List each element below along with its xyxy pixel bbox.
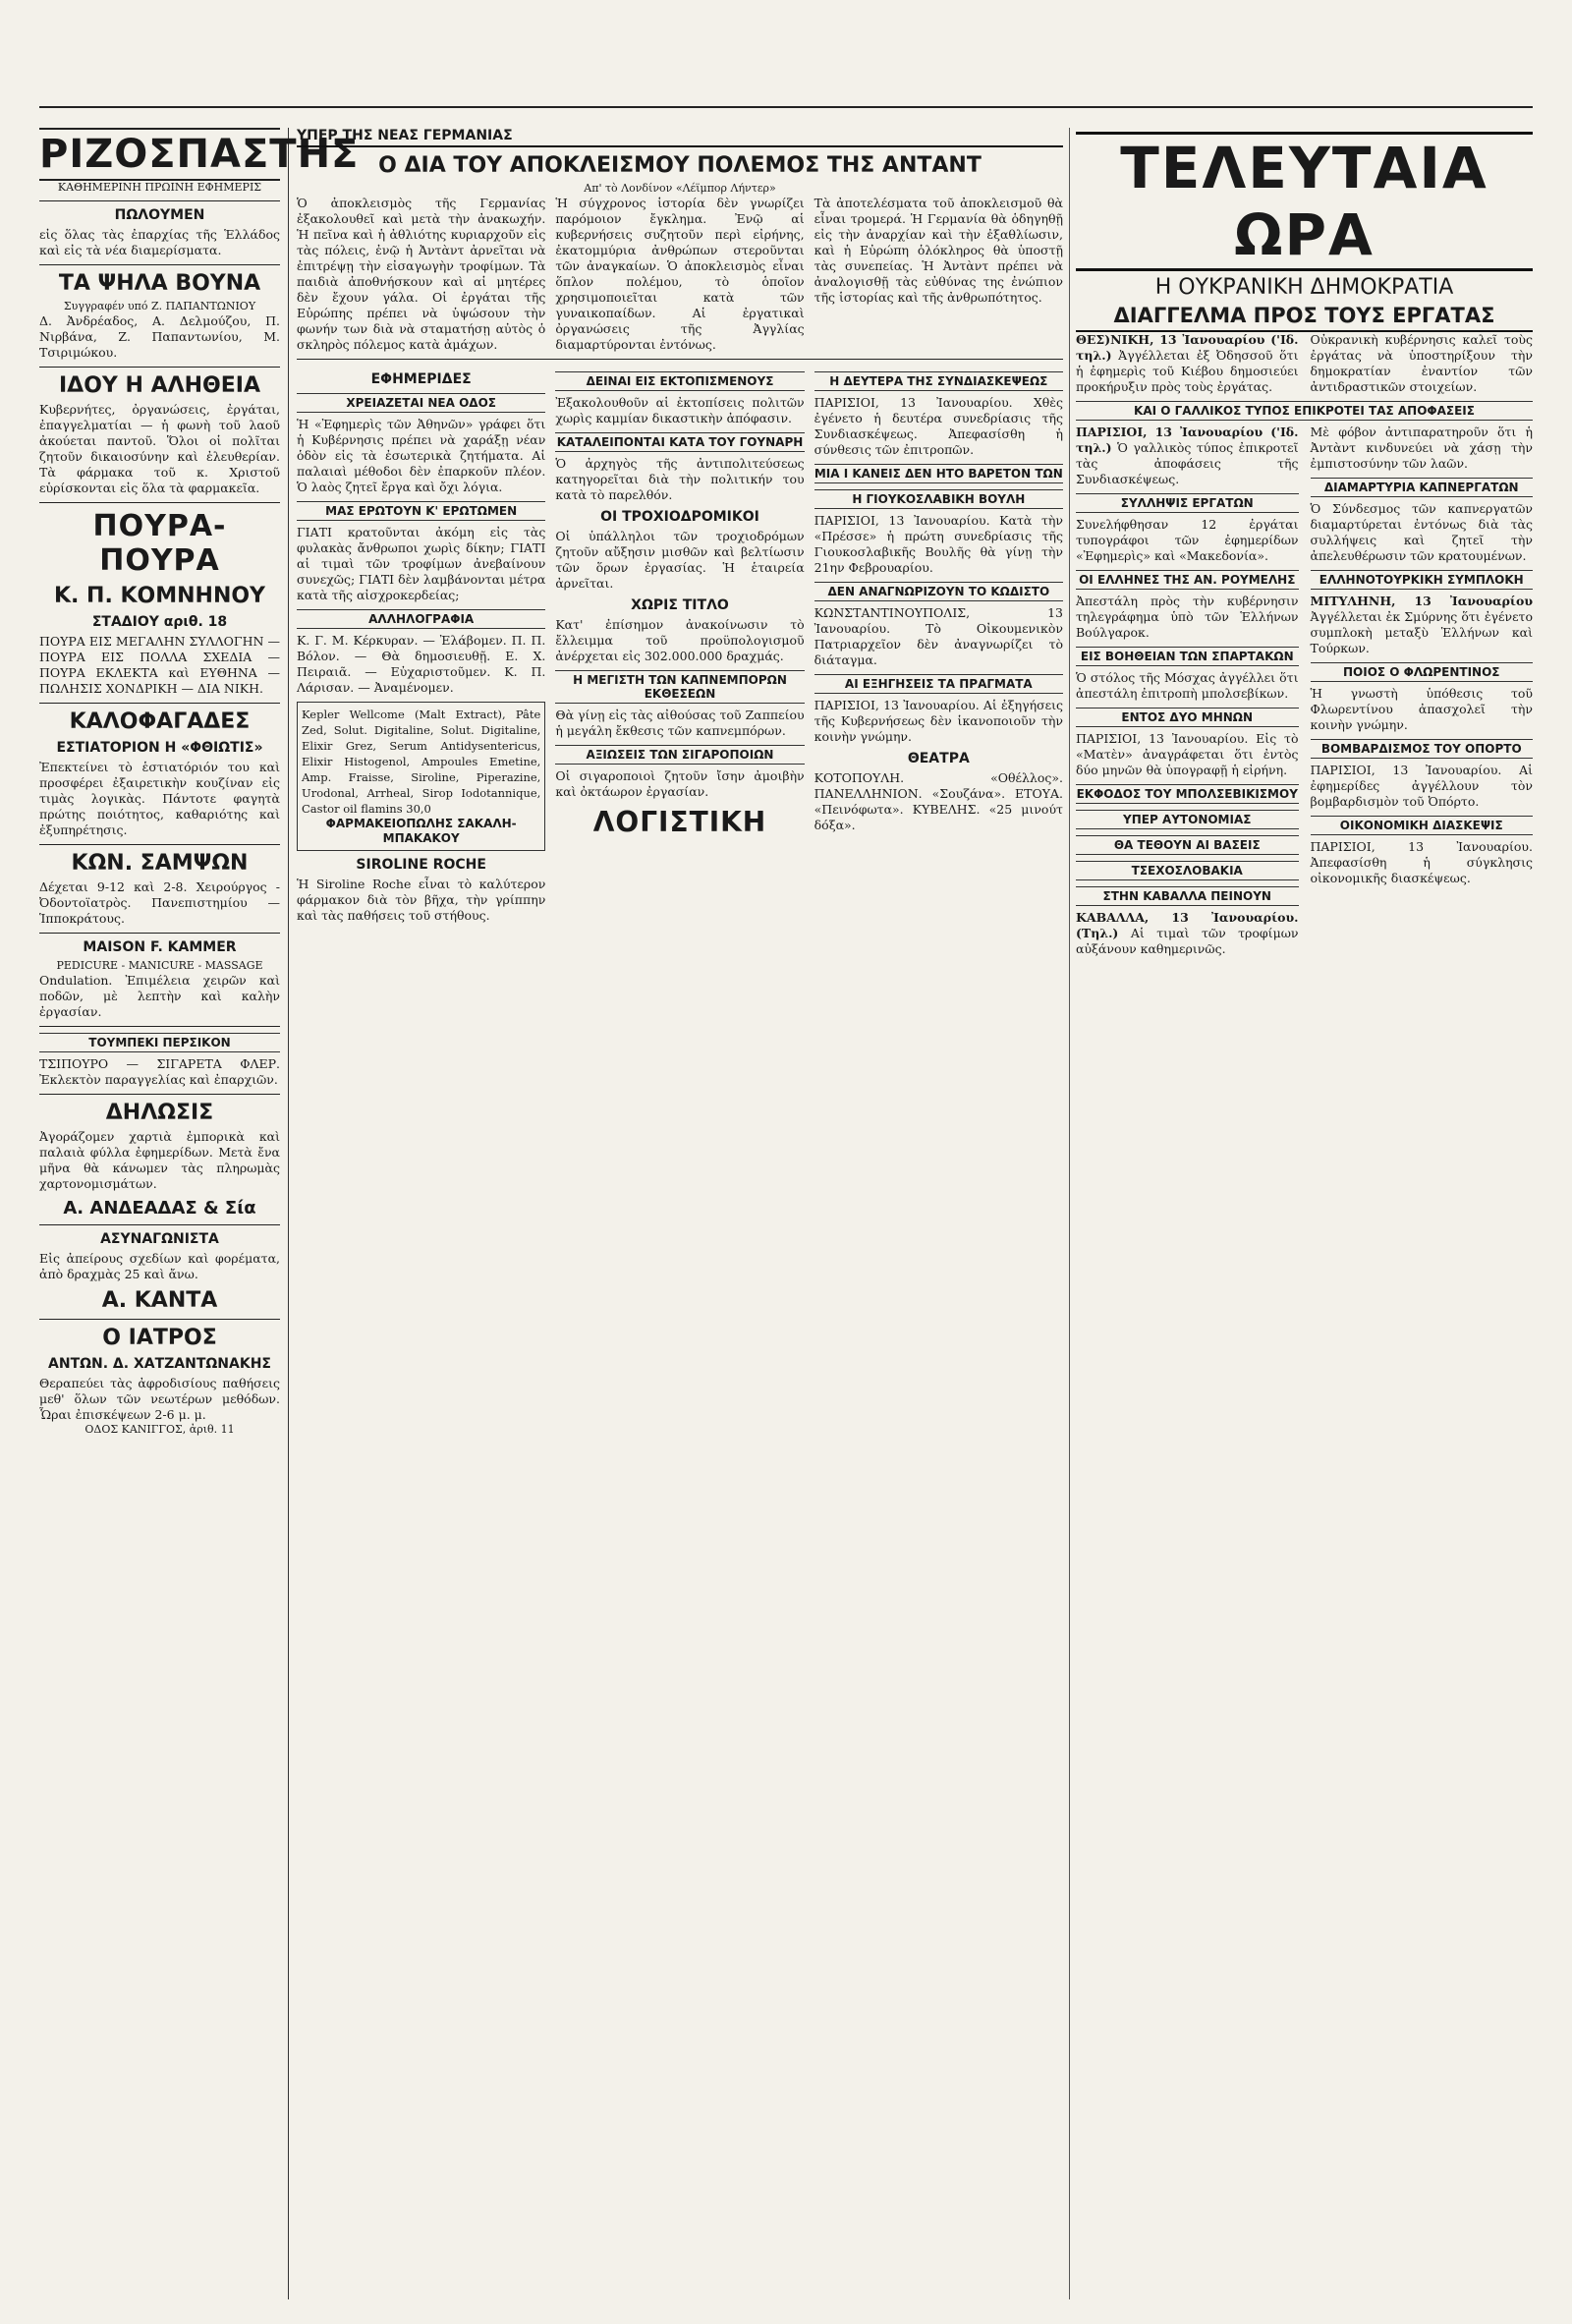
asynagonista-text: Εἰς ἀπείρους σχεδίων καὶ φορέματα, ἀπὸ δραχμὰς 25 καὶ ἄνω. — [39, 1251, 280, 1281]
lower-columns — [297, 366, 1063, 924]
iatros-name: ΑΝΤΩΝ. Δ. ΧΑΤΖΑΝΤΩΝΑΚΗΣ — [48, 1356, 271, 1372]
estiatorion-text: Ἐπεκτείνει τὸ ἑστιατόριόν του καὶ προσφέρει ἐξαιρετικὴν κουζίναν εἰς τιμὰς λογικὰς. Πάντοτε φαγητὰ πρώτης ποιότητος, καθαριότης καὶ ἐξυπηρέτησις. — [39, 760, 280, 837]
kammer-heading: MAISON F. KAMMER — [83, 939, 237, 955]
parisioi-text: ΠΑΡΙΣΙΟΙ, 13 Ἰανουαρίου ('Ιδ. τηλ.) Ὁ γαλλικὸς τύπος ἐπικροτεῖ τὰς ἀποφάσεις τῆς Συνδιασκέψεως. — [1076, 425, 1299, 486]
ellinotourkiki-text: ΜΙΤΥΛΗΝΗ, 13 Ἰανουαρίου Ἀγγέλλεται ἐκ Σμύρνης ὅτι ἐγένετο συμπλοκὴ μεταξὺ Ἑλλήνων καὶ Τούρκων. — [1310, 594, 1533, 655]
voitheia-heading: ΕΙΣ ΒΟΗΘΕΙΑΝ ΤΩΝ ΣΠΑΡΤΑΚΩΝ — [1076, 647, 1299, 666]
entos-heading: ΕΝΤΟΣ ΔΥΟ ΜΗΝΩΝ — [1076, 708, 1299, 727]
nea-odos-heading: ΧΡΕΙΑΖΕΤΑΙ ΝΕΑ ΟΔΟΣ — [297, 393, 545, 413]
trochiodromikoi-heading: ΟΙ ΤΡΟΧΙΟΔΡΟΜΙΚΟΙ — [600, 509, 759, 525]
author-line: Συγγραφέν υπό Ζ. ΠΑΠΑΝΤΩΝΙΟΥ — [63, 300, 256, 312]
divider — [39, 1224, 280, 1225]
deftera-heading: Η ΔΕΥΤΕΡΑ ΤΗΣ ΣΥΝΔΙΑΣΚΕΨΕΩΣ — [814, 371, 1063, 391]
dilosis-heading: ΔΗΛΩΣΙΣ — [105, 1101, 214, 1125]
trochiodromikoi-text: Οἱ ὑπάλληλοι τῶν τροχιοδρόμων ζητοῦν αὔξησιν μισθῶν καὶ βελτίωσιν τῶν ὅρων ἐργασίας. Ἡ ἑταιρεία ἀρνεῖται. — [555, 529, 805, 591]
divider — [39, 1319, 280, 1320]
ellines-heading: ΟΙ ΕΛΛΗΝΕΣ ΤΗΣ ΑΝ. ΡΟΥΜΕΛΗΣ — [1076, 570, 1299, 590]
divider — [39, 367, 280, 368]
kavala-text: ΚΑΒΑΛΛΑ, 13 Ἰανουαρίου. (Τηλ.) Αἱ τιμαὶ τῶν τροφίμων αὐξάνουν καθημερινῶς. — [1076, 910, 1299, 956]
ellines-text: Ἀπεστάλη πρὸς τὴν κυβέρνησιν τηλεγράφημα ὑπὸ τῶν Ἑλλήνων Βούλγαροκ. — [1076, 594, 1299, 640]
gioukoslaviki-text: ΠΑΡΙΣΙΟΙ, 13 Ἰανουαρίου. Κατὰ τὴν «Πρέσσε» ἡ πρώτη συνεδρίασις τῆς Γιουκοσλαβικῆς Βουλῆς θὰ γίνῃ τὴν 21ην Φεβρουαρίου. — [814, 513, 1063, 575]
divider — [297, 359, 1063, 360]
theatra-heading: ΘΕΑΤΡΑ — [907, 751, 970, 766]
poloumen-heading: ΠΩΛΟΥΜΕΝ — [114, 207, 205, 223]
article-text: Τὰ ἀποτελέσματα τοῦ ἀποκλεισμοῦ θὰ εἶναι τρομερά. Ἡ Γερμανία θὰ ὁδηγηθῇ εἰς τὴν ἀναρχίαν καὶ τὴν ἐξαθλίωσιν, καὶ ἡ Εὐρώπη ὁλόκληρος θὰ ὑποστῇ τὰς συνεπείας. Ἡ Ἀντὰντ πρέπει νὰ ἀναλογισθῇ τὰς εὐθύνας της ἐνώπιον τῆς ἱστορίας καὶ τῆς ἀνθρωπότητος. — [814, 196, 1063, 305]
kalofagades-heading: ΚΑΛΟΦΑΓΑΔΕΣ — [69, 709, 251, 734]
misc-text: Μὲ φόβον ἀντιπαρατηροῦν ὅτι ἡ Ἀντὰντ κινδυνεύει νὰ χάσῃ τὴν ἐμπιστοσύνην τῶν λαῶν. — [1310, 425, 1533, 471]
gounari-heading: ΚΑΤΑΛΕΙΠΟΝΤΑΙ ΚΑΤΑ ΤΟΥ ΓΟΥΝΑΡΗ — [555, 432, 804, 452]
siroline-text: Ἡ Siroline Roche εἶναι τὸ καλύτερον φάρμακον διὰ τὸν βῆχα, τὴν γρίππην καὶ τὰς παθήσεις τοῦ στήθους. — [297, 877, 546, 923]
parisioi-dateline: ΠΑΡΙΣΙΟΙ, 13 Ἰανουαρίου ('Ιδ. τηλ.) — [1076, 425, 1299, 455]
kodisto-heading: ΔΕΝ ΑΝΑΓΝΩΡΙΖΟΥΝ ΤΟ ΚΩΔΙΣΤΟ — [814, 582, 1063, 601]
megisti-text: Θὰ γίνῃ εἰς τὰς αἰθούσας τοῦ Ζαππείου ἡ μεγάλη ἔκθεσις τῶν καπνεμπόρων. — [555, 708, 805, 738]
tsechoslovakia-heading: ΤΣΕΧΟΣΛΟΒΑΚΙΑ — [1076, 861, 1299, 880]
tsibekon-text: ΤΣΙΠΟΥΡΟ — ΣΙΓΑΡΕΤΑ ΦΛΕΡ. Ἐκλεκτὸν παραγγελίας καὶ ἐπαρχιῶν. — [39, 1056, 280, 1087]
byline: Απ' τὸ Λονδίνον «Λέϊμπορ Λήντερ» — [584, 182, 776, 195]
iatros-text: Θεραπεύει τὰς ἀφροδισίους παθήσεις μεθ' ὅλων τῶν νεωτέρων μεθόδων. Ὧραι ἐπισκέψεων 2-6 μ. μ. — [39, 1376, 280, 1422]
samson-heading: ΚΩΝ. ΣΑΜΨΩΝ — [71, 851, 249, 876]
syllipsis-heading: ΣΥΛΛΗΨΙΣ ΕΡΓΑΤΩΝ — [1076, 493, 1299, 513]
dilosis-text: Ἀγοράζομεν χαρτιὰ ἐμπορικὰ καὶ παλαιὰ φύλλα ἐφημερίδων. Μετὰ ἔνα μῆνα θὰ κάνωμεν τὰς πληρωμὰς χαρτονομισμάτων. — [39, 1129, 280, 1191]
deinoi-heading: ΔΕΙΝΑΙ ΕΙΣ ΕΚΤΟΠΙΣΜΕΝΟΥΣ — [555, 371, 804, 391]
column-rule — [1069, 128, 1070, 2299]
article-columns — [297, 196, 1063, 353]
kodisto-text: ΚΩΝΣΤΑΝΤΙΝΟΥΠΟΛΙΣ, 13 Ἰανουαρίου. Τὸ Οἰκουμενικὸν Πατριαρχεῖον δὲν ἀναγνωρίζει τὸ διάταγμα. — [814, 605, 1063, 667]
entos-text: ΠΑΡΙΣΙΟΙ, 13 Ἰανουαρίου. Εἰς τὸ «Ματὲν» ἀναγράφεται ὅτι ἐντὸς δύο μηνῶν θὰ ὑπογραφῇ ἡ εἰρήνη. — [1076, 731, 1299, 777]
ellinotourkiki-heading: ΕΛΛΗΝΟΤΟΥΡΚΙΚΗ ΣΥΜΠΛΟΚΗ — [1311, 570, 1534, 590]
andeadas-heading: Α. ΑΝΔΕΑΔΑΣ & Σία — [63, 1198, 256, 1219]
newspaper-page — [39, 108, 1533, 2299]
poios-heading: ΠΟΙΟΣ Ο ΦΛΩΡΕΝΤΙΝΟΣ — [1311, 662, 1534, 682]
asynagonista-heading: ΑΣΥΝΑΓΩΝΙΣΤΑ — [100, 1231, 219, 1247]
sigaropolon-heading: ΑΞΙΩΣΕΙΣ ΤΩΝ ΣΙΓΑΡΟΠΟΙΩΝ — [555, 745, 804, 765]
poura-text: ΠΟΥΡΑ ΕΙΣ ΜΕΓΑΛΗΝ ΣΥΛΛΟΓΗΝ — ΠΟΥΡΑ ΕΙΣ ΠΟΛΛΑ ΣΧΕΔΙΑ — ΠΟΥΡΑ ΕΚΛΕΚΤΑ καὶ ΕΥΘΗΝΑ — ΠΩΛΗΣΙΣ ΧΟΝΔΡΙΚΗ — ΔΙΑ ΝΙΚΗ. — [39, 634, 280, 696]
book-text: Δ. Ἀνδρέαδος, Α. Δελμούζου, Π. Νιρβάνα, Ζ. Παπαντωνίου, Μ. Τσιριμώκου. — [39, 313, 280, 360]
mas-erotoun-heading: ΜΑΣ ΕΡΩΤΟΥΝ Κ' ΕΡΩΤΩΜΕΝ — [297, 501, 545, 521]
divider — [39, 1026, 280, 1027]
right-two-col — [1076, 425, 1533, 957]
aletheia-heading: ΙΔΟΥ Η ΑΛΗΘΕΙΑ — [59, 373, 260, 398]
theteoun-heading: ΘΑ ΤΕΘΟΥΝ ΑΙ ΒΑΣΕΙΣ — [1076, 835, 1299, 855]
efimerides-heading: ΕΦΗΜΕΡΙΔΕΣ — [370, 371, 472, 387]
vomvardismos-text: ΠΑΡΙΣΙΟΙ, 13 Ἰανουαρίου. Αἱ ἐφημερίδες ἀγγέλλουν τὸν βομβαρδισμὸν τοῦ Ὀπόρτο. — [1310, 763, 1533, 809]
deinoi-text: Ἐξακολουθοῦν αἱ ἐκτοπίσεις πολιτῶν χωρὶς καμμίαν δικαστικὴν ἀπόφασιν. — [555, 395, 805, 425]
poura-heading: ΠΟΥΡΑ-ΠΟΥΡΑ — [92, 509, 227, 578]
voitheia-text: Ὁ στόλος τῆς Μόσχας ἀγγέλλει ὅτι ἀπεστάλη ἐπιτροπὴ μπολσεβίκων. — [1076, 670, 1299, 701]
section-title: ΥΠΕΡ ΤΗΣ ΝΕΑΣ ΓΕΡΜΑΝΙΑΣ — [297, 128, 1063, 147]
theatra-list: ΚΟΤΟΠΟΥΛΗ. «Οθέλλος». ΠΑΝΕΛΛΗΝΙΟΝ. «Σουζάνα». ΕΤΟΥΑ. «Πεινόφωτα». ΚΥΒΕΛΗΣ. «25 μινούτ δόξα». — [814, 770, 1063, 832]
gallikos-heading: ΚΑΙ Ο ΓΑΛΛΙΚΟΣ ΤΥΠΟΣ ΕΠΙΚΡΟΤΕΙ ΤΑΣ ΑΠΟΦΑΣΕΙΣ — [1076, 401, 1533, 421]
diaggelma-heading: ΔΙΑΓΓΕΛΜΑ ΠΡΟΣ ΤΟΥΣ ΕΡΓΑΤΑΣ — [1076, 304, 1533, 332]
megisti-heading: Η ΜΕΓΙΣΤΗ ΤΩΝ ΚΑΠΝΕΜΠΟΡΩΝ ΕΚΘΕΣΕΩΝ — [555, 670, 804, 704]
dateline: ΘΕΣ)ΝΙΚΗ, 13 Ἰανουαρίου ('Ιδ. τηλ.) — [1076, 332, 1299, 363]
kepler-list: Kepler Wellcome (Malt Extract), Pâte Zed, Solut. Digitaline, Solut. Digitaline, Elixir Grez, Serum Antidysentericus, Elixir Histogenol, Ampoules Emetine, Amp. Fraisse, Siroline, Piperazine, Urodonal, Arrheal, Sirop Iodotannique, Castor oil flamins 30,0 — [302, 708, 541, 816]
estiatorion-name: ΕΣΤΙΑΤΟΡΙΟΝ Η «ΦΘΙΩΤΙΣ» — [56, 740, 263, 756]
oikonomiki-text: ΠΑΡΙΣΙΟΙ, 13 Ἰανουαρίου. Ἀπεφασίσθη ἡ σύγκλησις οἰκονομικῆς διασκέψεως. — [1310, 839, 1533, 885]
vomvardismos-heading: ΒΟΜΒΑΡΔΙΣΜΟΣ ΤΟΥ ΟΠΟΡΤΟ — [1311, 739, 1534, 759]
right-column — [1076, 128, 1533, 2299]
main-headline: Ο ΔΙΑ ΤΟΥ ΑΠΟΚΛΕΙΣΜΟΥ ΠΟΛΕΜΟΣ ΤΗΣ ΑΝΤΑΝΤ — [378, 153, 982, 178]
divider — [39, 200, 280, 201]
poloumen-text: εἰς ὅλας τὰς ἐπαρχίας τῆς Ἑλλάδος καὶ εἰς τὰ νέα διαμερίσματα. — [39, 227, 280, 257]
left-column — [39, 128, 360, 2299]
poios-text: Ἡ γνωστὴ ὑπόθεσις τοῦ Φλωρεντίνου ἀπασχολεῖ τὴν κοινὴν γνώμην. — [1310, 686, 1533, 732]
divider — [39, 502, 280, 503]
yper-aftonomias-heading: ΥΠΕΡ ΑΥΤΟΝΟΜΙΑΣ — [1076, 810, 1299, 829]
article-text: Ὁ ἀποκλεισμὸς τῆς Γερμανίας ἐξακολουθεῖ καὶ μετὰ τὴν ἀνακωχήν. Ἡ πεῖνα καὶ ἡ ἀθλιότης κυριαρχοῦν εἰς τὰς πόλεις, ἐνῷ ἡ Ἀντὰντ ἀρνεῖται νὰ ἐπιτρέψῃ τὴν εἰσαγωγὴν τροφίμων. Τὰ παιδιὰ ἀποθνήσκουν καὶ αἱ μητέρες δὲν ἔχουν γάλα. Οἱ ἐργάται τῆς Εὐρώπης πρέπει νὰ ὑψώσουν τὴν φωνήν των διὰ νὰ σταματήσῃ αὐτὸς ὁ σκληρὸς πόλεμος κατὰ ἀμάχων. — [297, 196, 546, 352]
ekfodos-heading: ΕΚΦΟΔΟΣ ΤΟΥ ΜΠΟΛΣΕΒΙΚΙΣΜΟΥ — [1076, 784, 1299, 804]
mas-erotoun-text: ΓΙΑΤΙ κρατοῦνται ἀκόμη εἰς τὰς φυλακὰς ἄνθρωποι χωρὶς δίκην; ΓΙΑΤΙ αἱ τιμαὶ τῶν τροφίμων ἀνεβαίνουν συνεχῶς; ΓΙΑΤΙ δὲν λαμβάνονται μέτρα κατὰ τῆς αἰσχροκερδείας; — [297, 525, 546, 602]
article-text: Ἡ σύγχρονος ἱστορία δὲν γνωρίζει παρόμοιον ἔγκλημα. Ἐνῷ αἱ κυβερνήσεις συζητοῦν περὶ εἰρήνης, ἐκατομμύρια ἀνθρώπων στεροῦνται τῶν ἀναγκαίων. Ὁ ἀποκλεισμὸς εἶναι ὅπλον πολέμου, τὸ ὁποῖον χρησιμοποιεῖται κατὰ τῶν γυναικοπαίδων. Αἱ ἐργατικαὶ ὀργανώσεις τῆς Ἀγγλίας διαμαρτύρονται ἐντόνως. — [555, 196, 805, 352]
pragmata-heading: ΑΙ ΕΞΗΓΗΣΕΙΣ ΤΑ ΠΡΑΓΜΑΤΑ — [814, 674, 1063, 694]
choris-titlo-heading: ΧΩΡΙΣ ΤΙΤΛΟ — [631, 597, 729, 613]
kavala-dateline: ΚΑΒΑΛΛΑ, 13 Ἰανουαρίου. (Τηλ.) — [1076, 910, 1299, 940]
mitylini-dateline: ΜΙΤΥΛΗΝΗ, 13 Ἰανουαρίου — [1310, 594, 1533, 608]
divider — [39, 1094, 280, 1095]
stadiou-address: ΣΤΑΔΙΟΥ αριθ. 18 — [91, 614, 228, 630]
gioukoslaviki-heading: Η ΓΙΟΥΚΟΣΛΑΒΙΚΗ ΒΟΥΛΗ — [814, 489, 1063, 509]
samson-text: Δέχεται 9-12 καὶ 2-8. Χειρούργος - Ὀδοντοϊατρὸς. Πανεπιστημίου — Ἱπποκράτους. — [39, 879, 280, 926]
iatros-heading: Ο ΙΑΤΡΟΣ — [102, 1326, 217, 1350]
masthead: ΡΙΖΟΣΠΑΣΤΗΣ — [39, 128, 280, 181]
logistiki-heading: ΛΟΓΙΣΤΙΚΗ — [592, 806, 767, 838]
late-news-banner: ΤΕΛΕΥΤΑΙΑ ΩΡΑ — [1076, 132, 1533, 271]
dateline-text: Οὐκρανικὴ κυβέρνησις καλεῖ τοὺς ἐργάτας νὰ ὑποστηρίξουν τὴν δημοκρατίαν ἐναντίον τῶν ἀντιδραστικῶν στοιχείων. — [1310, 332, 1533, 394]
kanta-heading: Α. ΚΑΝΤΑ — [101, 1288, 218, 1313]
komninou-heading: Κ. Π. ΚΟΜΝΗΝΟΥ — [53, 584, 265, 608]
divider — [39, 933, 280, 934]
kammer-text: Ondulation. Ἐπιμέλεια χειρῶν καὶ ποδῶν, μὲ λεπτὴν καὶ καλὴν ἐργασίαν. — [39, 973, 280, 1019]
diamartyria-heading: ΔΙΑΜΑΡΤΥΡΙΑ ΚΑΠΝΕΡΓΑΤΩΝ — [1311, 478, 1534, 497]
ukraine-subhead: Η ΟΥΚΡΑΝΙΚΗ ΔΗΜΟΚΡΑΤΙΑ — [1154, 275, 1454, 300]
psila-vouna-heading: ΤΑ ΨΗΛΑ ΒΟΥΝΑ — [58, 271, 261, 296]
oikonomiki-heading: ΟΙΚΟΝΟΜΙΚΗ ΔΙΑΣΚΕΨΙΣ — [1311, 816, 1534, 835]
deftera-text: ΠΑΡΙΣΙΟΙ, 13 Ἰανουαρίου. Χθὲς ἐγένετο ἡ δευτέρα συνεδρίασις τῆς Συνδιασκέψεως. Ἀπεφασίσθη ἡ σύνθεσις τῶν ἐπιτροπῶν. — [814, 395, 1063, 457]
odos-address: ΟΔΟΣ ΚΑΝΙΓΓΟΣ, ἀριθ. 11 — [84, 1423, 235, 1436]
kammer-sub: PEDICURE - MANICURE - MASSAGE — [56, 959, 263, 972]
choris-titlo-text: Κατ' ἐπίσημον ἀνακοίνωσιν τὸ ἔλλειμμα τοῦ προϋπολογισμοῦ ἀνέρχεται εἰς 302.000.000 δραχμάς. — [555, 617, 805, 663]
pragmata-text: ΠΑΡΙΣΙΟΙ, 13 Ἰανουαρίου. Αἱ ἐξηγήσεις τῆς Κυβερνήσεως δὲν ἱκανοποιοῦν τὴν κοινὴν γνώμην. — [814, 698, 1063, 744]
kavala-heading: ΣΤΗΝ ΚΑΒΑΛΛΑ ΠΕΙΝΟΥΝ — [1076, 886, 1299, 906]
aletheia-text: Κυβερνήτες, ὀργανώσεις, ἐργάται, ἐπαγγελματίαι — ἡ φωνὴ τοῦ λαοῦ ἀκούεται παντοῦ. Ὅλοι οἱ πολῖται ζητοῦν δικαιοσύνην καὶ ἐλευθερίαν. Τὰ φάρμακα τοῦ κ. Χριστοῦ εὑρίσκονται εἰς ὅλα τὰ φαρμακεῖα. — [39, 402, 280, 495]
middle-column — [297, 128, 1063, 2299]
tsibekon-heading: ΤΟΥΜΠΕΚΙ ΠΕΡΣΙΚΟΝ — [39, 1033, 280, 1052]
sigaropolon-text: Οἱ σιγαροποιοὶ ζητοῦν ἴσην ἀμοιβὴν καὶ ὀκτάωρον ἐργασίαν. — [555, 768, 805, 799]
syllipsis-text: Συνελήφθησαν 12 ἐργάται τυπογράφοι τῶν ἐφημερίδων «Ἐφημερὶς» καὶ «Μακεδονία». — [1076, 517, 1299, 563]
publication-line: ΚΑΘΗΜΕΡΙΝΗ ΠΡΩΙΝΗ ΕΦΗΜΕΡΙΣ — [57, 181, 262, 194]
efimerides-text: Ἡ «Ἐφημερὶς τῶν Ἀθηνῶν» γράφει ὅτι ἡ Κυβέρνησις πρέπει νὰ χαράξῃ νέαν ὁδὸν εἰς τὰ ἐσωτερικὰ ζητήματα. Αἱ παλαιαὶ μέθοδοι δὲν ἐπαρκοῦν πλέον. Ὁ λαὸς ζητεῖ ἔργα καὶ ὄχι λόγια. — [297, 417, 546, 494]
mia-kanei-heading: ΜΙΑ Ι ΚΑΝΕΙΣ ΔΕΝ ΗΤΟ ΒΑΡΕΤΟΝ ΤΩΝ — [814, 464, 1063, 483]
sakalis-name: ΦΑΡΜΑΚΕΙΟΠΩΛΗΣ ΣΑΚΑΛΗ-ΜΠΑΚΑΚΟΥ — [325, 817, 517, 845]
siroline-heading: SIROLINE ROCHE — [356, 857, 486, 873]
dateline-text: ΘΕΣ)ΝΙΚΗ, 13 Ἰανουαρίου ('Ιδ. τηλ.) Ἀγγέλλεται ἐξ Ὀδησσοῦ ὅτι ἡ ἐφημερὶς τοῦ Κιέβου δημοσιεύει προκήρυξιν πρὸς τοὺς ἐργάτας. — [1076, 332, 1299, 394]
divider — [39, 264, 280, 265]
allilografia-heading: ΑΛΛΗΛΟΓΡΑΦΙΑ — [297, 609, 545, 629]
divider — [39, 844, 280, 845]
divider — [39, 703, 280, 704]
gounari-text: Ὁ ἀρχηγὸς τῆς ἀντιπολιτεύσεως κατηγορεῖται διὰ τὴν πολιτικήν του κατὰ τὸ παρελθόν. — [555, 456, 805, 502]
allilografia-text: Κ. Γ. Μ. Κέρκυραν. — Ἐλάβομεν. Π. Π. Βόλον. — Θὰ δημοσιευθῇ. Ε. Χ. Πειραιᾶ. — Εὐχαριστοῦμεν. Κ. Π. Λάρισαν. — Ἀναμένομεν. — [297, 633, 546, 695]
pharmacy-ad — [297, 702, 545, 851]
diamartyria-text: Ὁ Σύνδεσμος τῶν καπνεργατῶν διαμαρτύρεται ἐντόνως διὰ τὰς συλλήψεις καὶ ζητεῖ τὴν ἀπελευθέρωσιν τῶν κρατουμένων. — [1310, 501, 1533, 563]
right-two-col — [1076, 332, 1533, 395]
